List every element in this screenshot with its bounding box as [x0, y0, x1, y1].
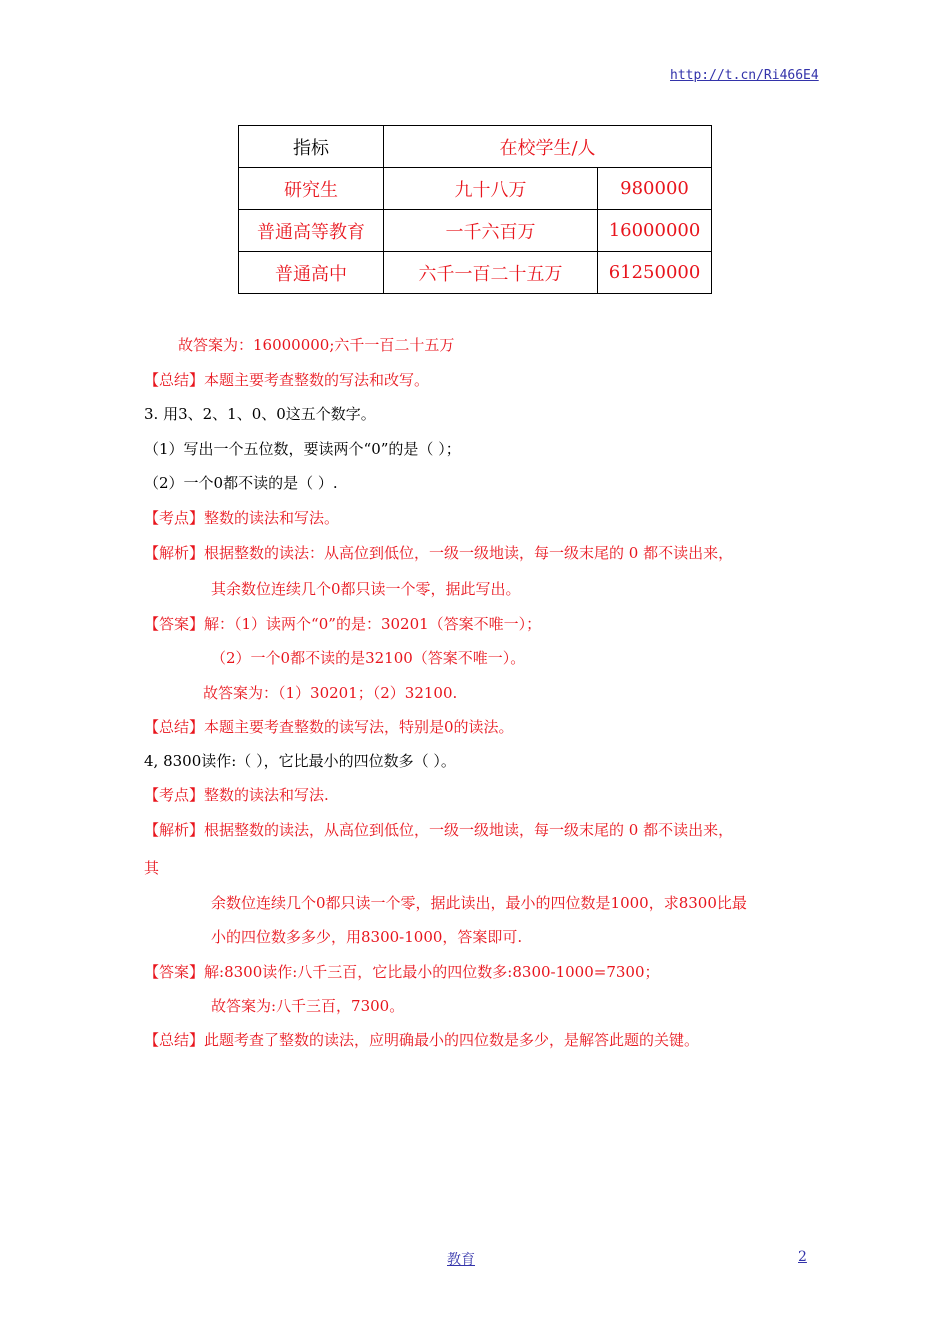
question-part: （1）写出一个五位数，要读两个“0”的是（ ）；	[144, 440, 461, 458]
answer-line: 【答案】解：（1）读两个“0”的是：30201（答案不唯一）；	[144, 615, 542, 633]
analysis-continuation: 其余数位连续几个0都只读一个零，据此写出。	[211, 580, 521, 598]
analysis-continuation: 其	[144, 859, 160, 877]
answer-line: 【答案】解:8300读作:八千三百，它比最小的四位数多:8300-1000=7300；	[144, 963, 660, 981]
summary-line: 【总结】本题主要考查整数的写法和改写。	[144, 371, 430, 389]
table-row	[239, 168, 712, 210]
table-row	[239, 252, 712, 294]
table-cell: 普通高等教育	[239, 210, 384, 252]
question-title: 4, 8300读作:（ ），它比最小的四位数多（ ）。	[144, 752, 456, 770]
footer-link[interactable]: 教育	[447, 1252, 475, 1268]
question-title: 3. 用3、2、1、0、0这五个数字。	[144, 405, 376, 423]
table-cell: 六千一百二十五万	[384, 252, 598, 294]
table-header-cell: 指标	[239, 126, 384, 168]
page-number: 2	[798, 1249, 807, 1265]
analysis-line: 【解析】根据整数的读法：从高位到低位，一级一级地读，每一级末尾的 0 都不读出来，	[144, 544, 734, 562]
table-cell: 16000000	[598, 210, 712, 252]
table-row	[239, 210, 712, 252]
table-cell: 研究生	[239, 168, 384, 210]
question-part: （2）一个0都不读的是（ ）.	[144, 474, 338, 492]
summary-line: 【总结】此题考查了整数的读法，应明确最小的四位数是多少，是解答此题的关键。	[144, 1031, 700, 1049]
data-table	[238, 125, 712, 294]
table-cell: 980000	[598, 168, 712, 210]
table-cell: 一千六百万	[384, 210, 598, 252]
table-cell: 普通高中	[239, 252, 384, 294]
table-cell: 九十八万	[384, 168, 598, 210]
header-link[interactable]: http://t.cn/Ri466E4	[670, 68, 819, 83]
text-line: 故答案为：16000000;六千一百二十五万	[178, 336, 455, 354]
table-cell: 61250000	[598, 252, 712, 294]
summary-line: 【总结】本题主要考查整数的读写法，特别是0的读法。	[144, 718, 514, 736]
table-header-cell: 在校学生/人	[384, 126, 712, 168]
answer-conclusion: 故答案为:八千三百，7300。	[211, 997, 405, 1015]
keypoint-line: 【考点】整数的读法和写法.	[144, 786, 329, 804]
analysis-line: 【解析】根据整数的读法，从高位到低位，一级一级地读，每一级末尾的 0 都不读出来，	[144, 821, 734, 839]
table-header-row	[239, 126, 712, 168]
answer-conclusion: 故答案为：（1）30201；（2）32100.	[203, 684, 458, 702]
answer-continuation: （2）一个0都不读的是32100（答案不唯一）。	[211, 649, 526, 667]
analysis-continuation: 小的四位数多多少，用8300-1000，答案即可.	[211, 928, 523, 946]
analysis-continuation: 余数位连续几个0都只读一个零，据此读出，最小的四位数是1000，求8300比最	[211, 894, 747, 912]
keypoint-line: 【考点】整数的读法和写法。	[144, 509, 340, 527]
